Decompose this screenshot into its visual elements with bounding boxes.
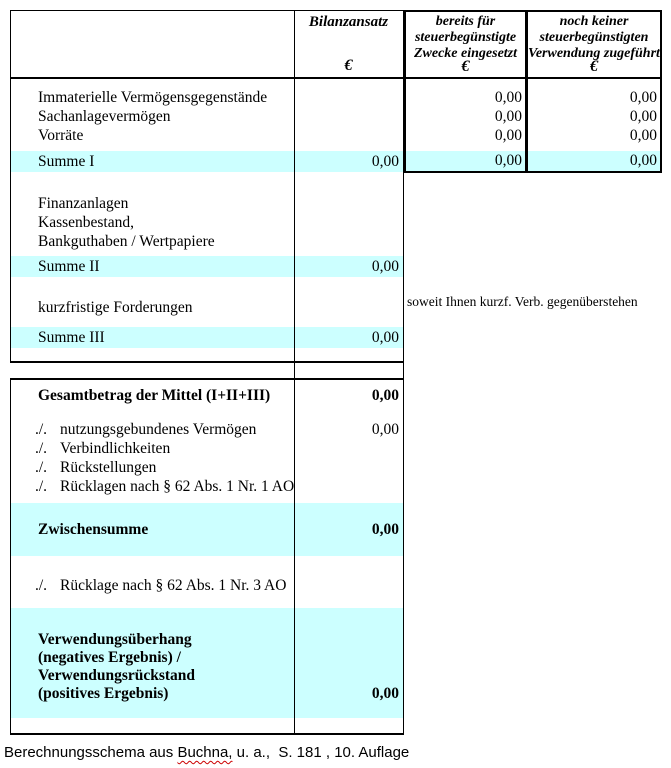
column-header-line: steuerbegünstigte [414,30,517,45]
main-table-upper [10,10,404,363]
column-header-bilanzansatz-euro: € [344,57,353,74]
column-separator [294,11,295,361]
deduction-label: nutzungsgebundenes Vermögen [60,421,257,438]
summe-1-label: Summe I [38,153,95,170]
table-cell [528,107,660,126]
cell-value: 0,00 [629,108,657,125]
table-row [11,213,403,232]
deduction-row [11,477,403,496]
table-row [11,107,403,126]
summe-2-value: 0,00 [371,258,399,275]
summe-1-row [11,151,403,172]
misspelled-word: Buchna, [177,744,233,761]
header-separator [406,77,525,79]
minus-marker: ./. [35,577,48,594]
row-label: Immaterielle Vermögensgegenstände [38,89,268,106]
column-header-line: Zwecke eingesetzt [413,46,518,61]
cell-value: 0,00 [629,127,657,144]
minus-marker: ./. [35,478,48,495]
row-label: Kassenbestand, [38,214,134,231]
header-separator [528,77,660,79]
column-header-eingesetzt-euro: € [461,58,470,75]
minus-marker: ./. [35,459,48,476]
row-label: Vorräte [38,127,84,144]
deduction-label: Rücklagen nach § 62 Abs. 1 Nr. 1 AO [60,478,295,495]
column-separator-segment [294,363,295,378]
gesamtbetrag-row [11,385,403,407]
ergebnis-line: (negatives Ergebnis) / [38,649,181,666]
column-zugefuehrt [526,10,662,173]
deduction-row [11,420,403,439]
ergebnis-value: 0,00 [371,685,399,702]
deduction-label: Rückstellungen [60,459,157,476]
source-caption-suffix: u. a., S. 181 , 10. Auflage [232,744,410,761]
source-caption [4,743,409,763]
deduction-label: Rücklage nach § 62 Abs. 1 Nr. 3 AO [60,577,287,594]
minus-marker: ./. [35,421,48,438]
gesamtbetrag-value: 0,00 [371,387,399,404]
table-row [11,232,403,251]
table-row [11,298,403,317]
deduction-row [11,458,403,477]
gesamtbetrag-label: Gesamtbetrag der Mittel (I+II+III) [38,387,271,404]
table-cell [406,107,525,126]
column-header-line: steuerbegünstigten [539,30,649,45]
summe-2-row [11,256,403,277]
column-header-line: noch keiner [559,14,629,29]
column-header-zugefuehrt-euro: € [590,58,598,75]
column-header-line: bereits für [435,14,496,29]
minus-marker: ./. [35,440,48,457]
column-header-line: Verwendung zugeführt [528,46,660,61]
cell-value: 0,00 [494,108,522,125]
zwischensumme-label: Zwischensumme [38,521,149,538]
column-header-bilanzansatz: Bilanzansatz [308,14,389,30]
table-row [11,88,403,107]
summe-3-row [11,327,403,348]
main-table-lower [10,378,404,735]
row-label: Bankguthaben / Wertpapiere [38,233,215,250]
cell-value: 0,00 [629,152,657,169]
table-edge-segment [403,363,404,378]
cell-value: 0,00 [494,152,522,169]
row-label: Finanzanlagen [38,195,129,212]
summe-1-cell [528,151,660,171]
header-separator [11,77,403,79]
table-cell [528,88,660,107]
deduction-label: Verbindlichkeiten [60,440,171,457]
column-separator [294,380,295,733]
table-cell [406,88,525,107]
ergebnis-row [11,608,403,718]
cell-value: 0,00 [629,89,657,106]
row-label: Sachanlagevermögen [38,108,171,125]
cell-value: 0,00 [494,89,522,106]
zwischensumme-value: 0,00 [371,521,399,538]
summe-1-cell [406,151,525,171]
table-row [11,126,403,145]
deduction-value: 0,00 [371,421,399,438]
cell-value: 0,00 [494,127,522,144]
source-caption-prefix: Berechnungsschema aus [4,744,178,761]
side-note: soweit Ihnen kurzf. Verb. gegenüberstehen [407,294,638,309]
table-cell [406,126,525,145]
summe-1-value: 0,00 [371,153,399,170]
summe-2-label: Summe II [38,258,100,275]
ergebnis-line: Verwendungsrückstand [38,667,196,684]
zwischensumme-row [11,503,403,556]
summe-3-value: 0,00 [371,329,399,346]
row-label: kurzfristige Forderungen [38,299,193,316]
table-cell [528,126,660,145]
deduction-row [11,576,403,595]
deduction-row [11,439,403,458]
column-eingesetzt [404,10,527,173]
summe-3-label: Summe III [38,329,105,346]
ergebnis-line: (positives Ergebnis) [38,685,169,702]
ergebnis-line: Verwendungsüberhang [38,631,192,648]
table-row [11,194,403,213]
